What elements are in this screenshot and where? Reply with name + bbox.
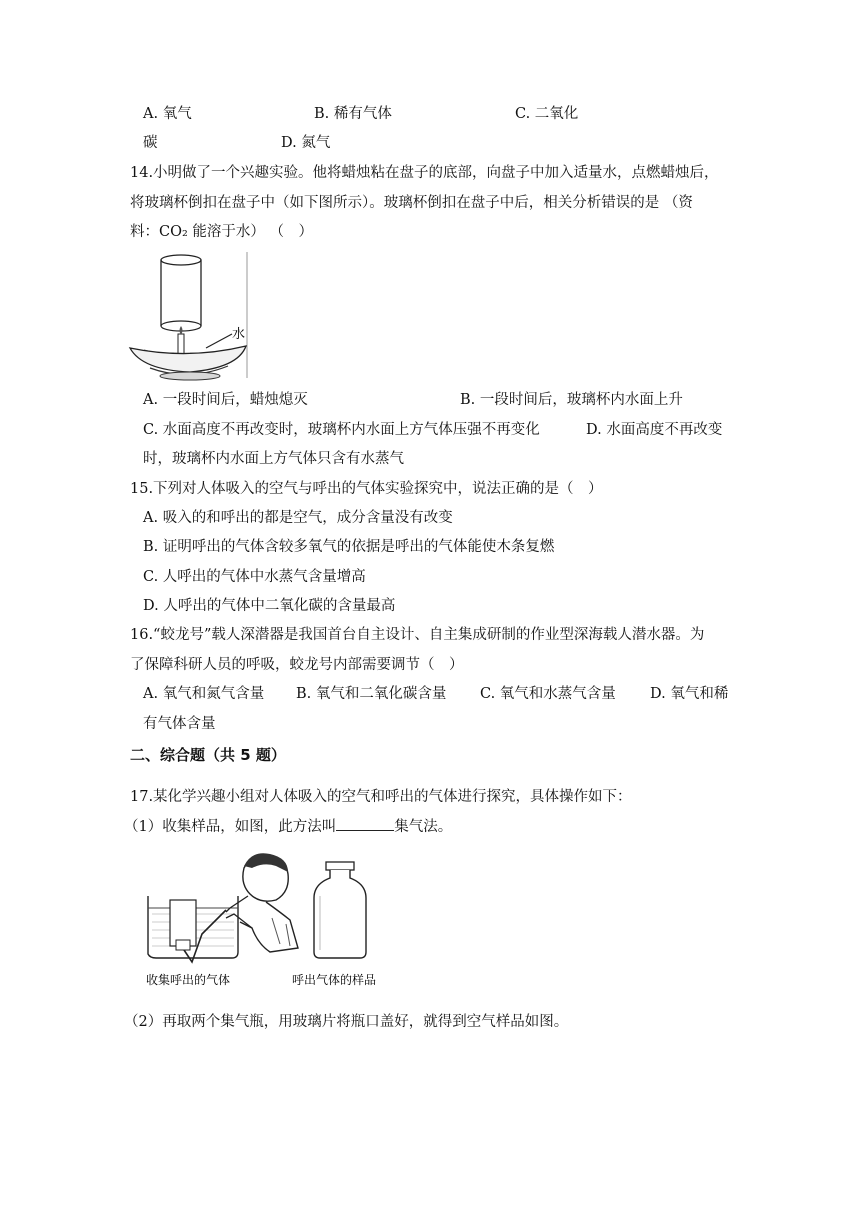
q17-stem: 17.某化学兴趣小组对人体吸入的空气和呼出的气体进行探究，具体操作如下： — [130, 789, 632, 805]
q14-stem-line2: 将玻璃杯倒扣在盘子中（如下图所示）。玻璃杯倒扣在盘子中后，相关分析错误的是 （资 — [130, 195, 693, 211]
q14-option-b: B. 一段时间后，玻璃杯内水面上升 — [460, 392, 683, 408]
caption-collect-exhaled-gas: 收集呼出的气体 — [146, 973, 231, 987]
q16-option-a: A. 氧气和氮气含量 — [143, 686, 265, 702]
q17-part1 — [124, 816, 452, 837]
q17-part1-prefix: （1）收集样品，如图，此方法叫 — [124, 819, 337, 835]
answer-blank[interactable] — [336, 816, 394, 831]
q14-stem-line1: 14.小明做了一个兴趣实验。他将蜡烛粘在盘子的底部，向盘子中加入适量水，点燃蜡烛后， — [130, 165, 719, 181]
water-label: 水 — [232, 327, 246, 342]
section-heading: 二、综合题（共 5 题） — [130, 746, 286, 764]
q14-option-c: C. 水面高度不再改变时，玻璃杯内水面上方气体压强不再变化 — [143, 422, 540, 438]
q13-option-c: C. 二氧化 — [515, 106, 579, 122]
q15-option-b: B. 证明呼出的气体含较多氧气的依据是呼出的气体能使木条复燃 — [143, 539, 555, 555]
q16-stem-line1: 16.“蛟龙号”载人深潜器是我国首台自主设计、自主集成研制的作业型深海载人潜水器。为 — [130, 627, 705, 643]
q13-option-b: B. 稀有气体 — [314, 106, 392, 122]
q15-option-a: A. 吸入的和呼出的都是空气，成分含量没有改变 — [143, 510, 453, 526]
candle-experiment-figure — [128, 250, 250, 386]
q16-option-d: D. 氧气和稀 — [650, 686, 729, 702]
caption-exhaled-gas-sample: 呼出气体的样品 — [292, 973, 377, 987]
q13-option-d: D. 氮气 — [281, 135, 331, 151]
q14-stem-line3: 料：CO₂ 能溶于水） （ ） — [130, 224, 314, 240]
q16-option-d-continuation: 有气体含量 — [143, 716, 216, 732]
q15-option-c: C. 人呼出的气体中水蒸气含量增高 — [143, 569, 366, 585]
q13-option-c-continuation: 碳 — [143, 135, 158, 151]
q16-option-c: C. 氧气和水蒸气含量 — [480, 686, 616, 702]
q14-option-d-continuation: 时，玻璃杯内水面上方气体只含有水蒸气 — [143, 451, 404, 467]
q13-option-a: A. 氧气 — [143, 106, 192, 122]
q16-option-b: B. 氧气和二氧化碳含量 — [296, 686, 447, 702]
gas-collection-figure — [140, 848, 390, 998]
q17-part2: （2）再取两个集气瓶，用玻璃片将瓶口盖好，就得到空气样品如图。 — [124, 1014, 569, 1030]
q16-stem-line2: 了保障科研人员的呼吸，蛟龙号内部需要调节（ ） — [130, 657, 464, 673]
q15-option-d: D. 人呼出的气体中二氧化碳的含量最高 — [143, 598, 396, 614]
q15-stem: 15.下列对人体吸入的空气与呼出的气体实验探究中，说法正确的是（ ） — [130, 481, 603, 497]
q17-part1-suffix: 集气法。 — [394, 819, 453, 835]
q14-option-d: D. 水面高度不再改变 — [586, 422, 723, 438]
q14-option-a: A. 一段时间后，蜡烛熄灭 — [143, 392, 308, 408]
